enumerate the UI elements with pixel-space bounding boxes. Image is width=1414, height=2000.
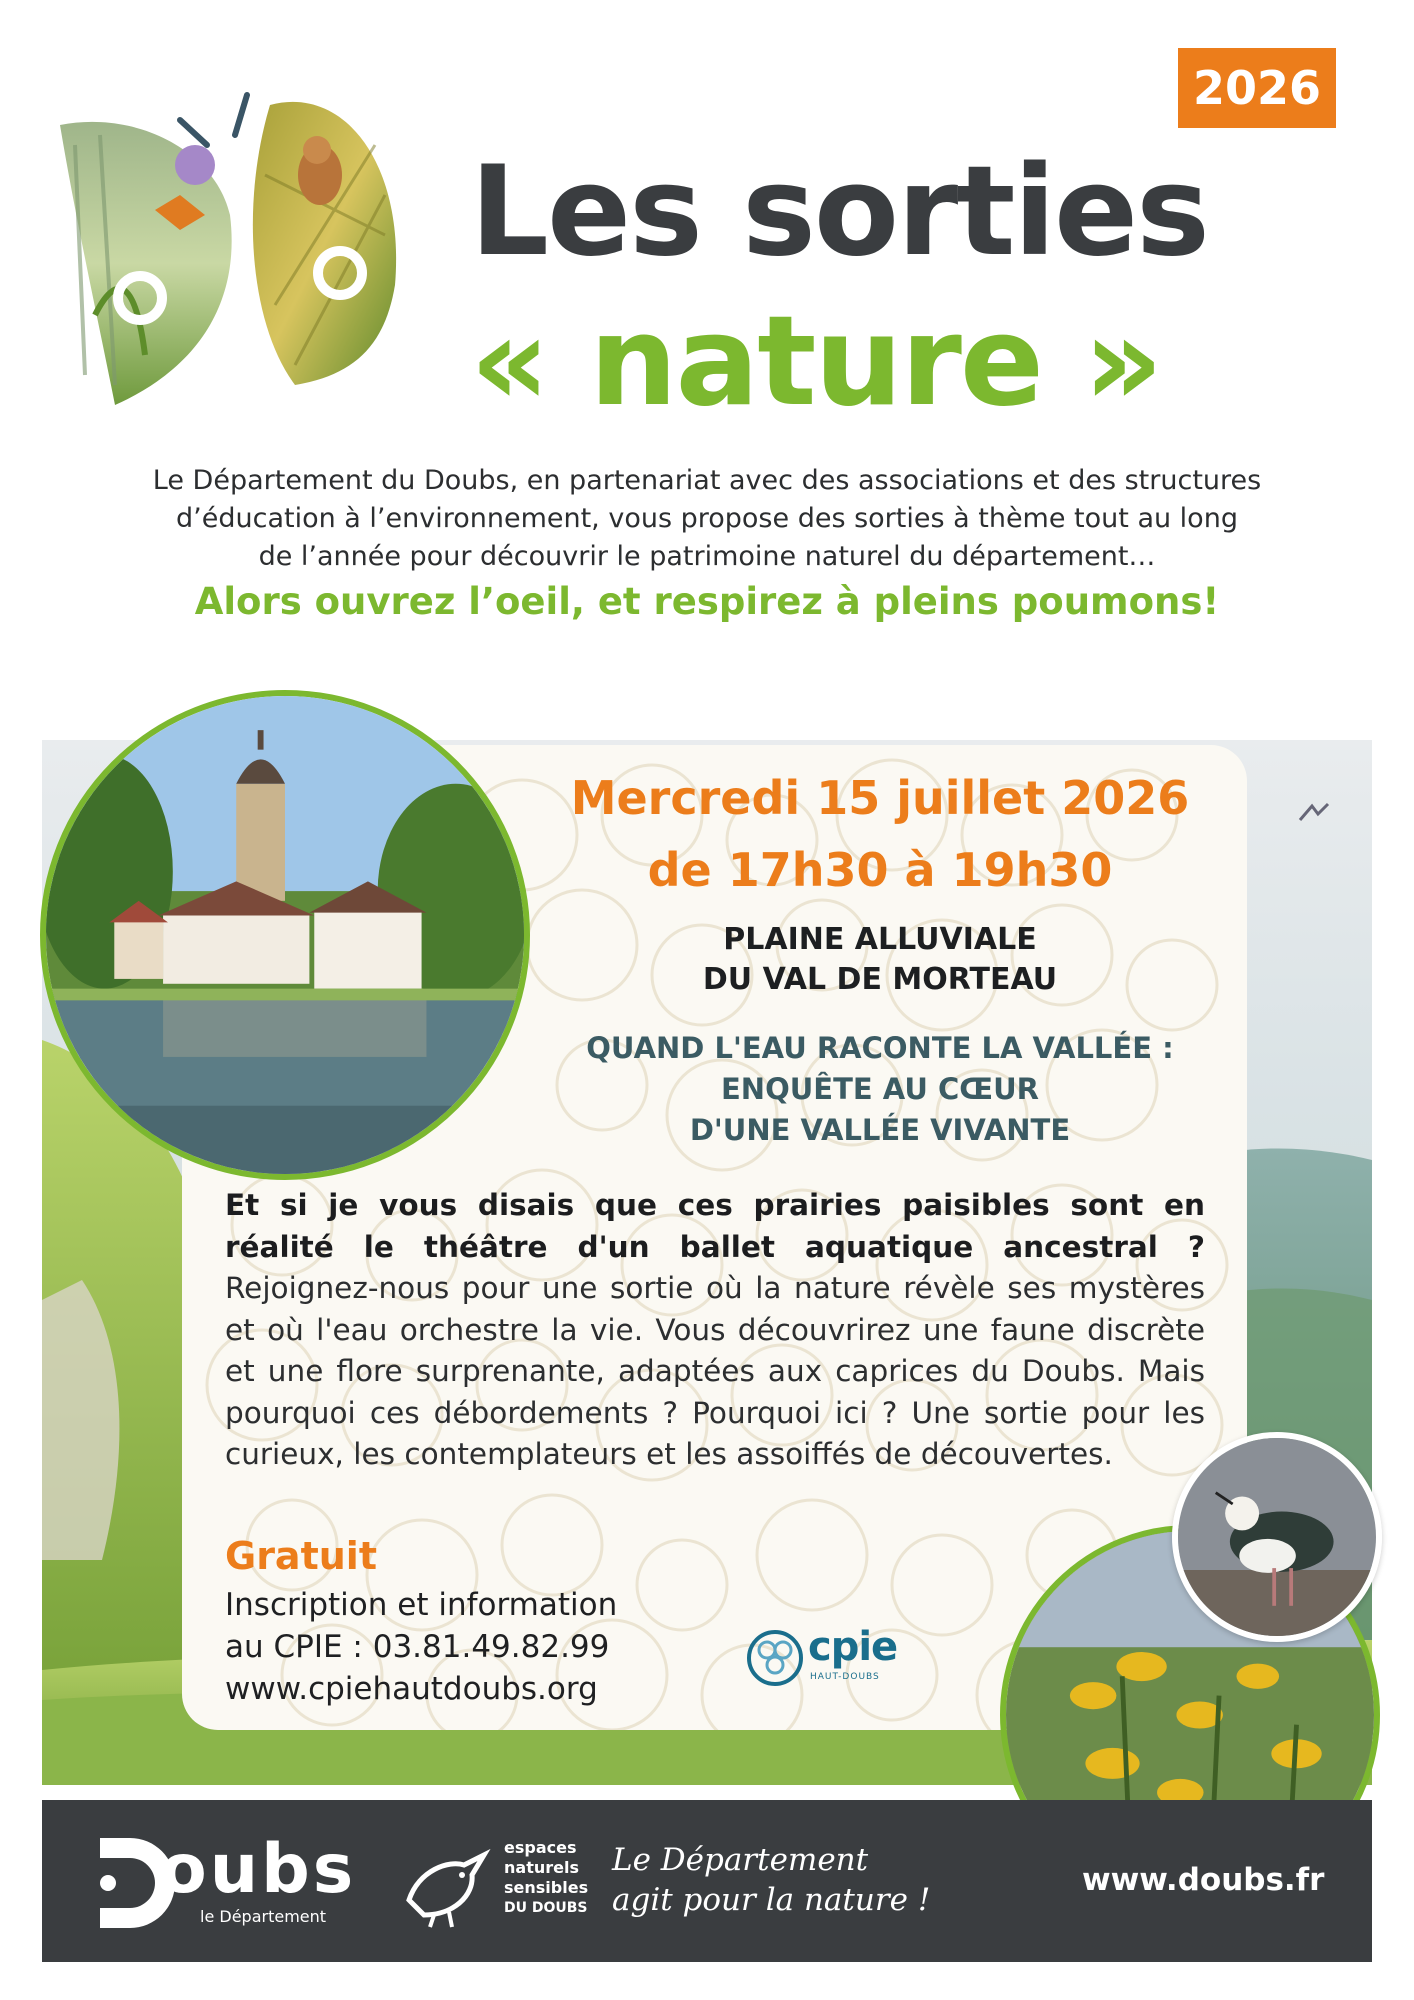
doubs-logo-text: oubs (160, 1830, 357, 1909)
ens-line: espaces (504, 1838, 577, 1857)
intro-line: de l’année pour découvrir le patrimoine naturel du département… (258, 541, 1156, 572)
event-place (520, 920, 1240, 1000)
ens-logo-text (504, 1838, 588, 1918)
price-label: Gratuit (225, 1534, 377, 1578)
intro-line: d’éducation à l’environnement, vous propose des sorties à thème tout au long (176, 503, 1238, 534)
website-link[interactable]: www.doubs.fr (1082, 1862, 1325, 1898)
bird-logo-icon (394, 1830, 494, 1930)
place-line: DU VAL DE MORTEAU (702, 962, 1058, 997)
footer-bar (42, 1800, 1372, 1962)
slogan-line: Le Département (612, 1842, 869, 1878)
doubs-logo-subtitle: le Département (200, 1907, 327, 1926)
intro-text (40, 462, 1374, 576)
village-photo (40, 690, 530, 1180)
contact-line: Inscription et information (225, 1587, 618, 1623)
theme-line: ENQUÊTE AU CŒUR (721, 1072, 1039, 1106)
theme-line: D'UNE VALLÉE VIVANTE (689, 1113, 1071, 1147)
event-time: de 17h30 à 19h30 (647, 843, 1113, 897)
ens-line: sensibles (504, 1878, 589, 1897)
page-title: Les sorties (470, 140, 1208, 284)
theme-line: QUAND L'EAU RACONTE LA VALLÉE : (586, 1031, 1174, 1065)
ens-line: DU DOUBS (504, 1900, 588, 1916)
contact-website-link[interactable]: www.cpiehautdoubs.org (225, 1671, 598, 1707)
slogan-line: agit pour la nature ! (612, 1882, 931, 1918)
cpie-logo-name: cpie (808, 1624, 898, 1670)
intro-line: Le Département du Doubs, en partenariat avec des associations et des structures (152, 465, 1262, 496)
year-badge: 2026 (1178, 48, 1336, 128)
page-title-highlight: « nature » (470, 290, 1162, 434)
contact-info (225, 1584, 617, 1710)
antenna-right (235, 95, 247, 135)
lapwing-bird-photo (1172, 1432, 1382, 1642)
description-body: Rejoignez-nous pour une sortie où la nature révèle ses mystères et où l'eau orchestre la vie. Vous découvrirez une faune discrète et une flore surprenante, adaptées aux caprices du Doubs. Mais pourquoi ces débordements ? Pourquoi ici ? Une sortie pour les curieux, les contemplateurs et les assoiffés de découvertes. (225, 1271, 1205, 1471)
cpie-logo-sub: HAUT-DOUBS (810, 1672, 880, 1682)
event-description (225, 1185, 1205, 1476)
event-day: Mercredi 15 juillet 2026 (570, 771, 1190, 825)
ens-line: naturels (504, 1858, 579, 1877)
description-lead: Et si je vous disais que ces prairies paisibles sont en réalité le théâtre d'un ballet aquatique ancestral ? (225, 1188, 1205, 1264)
event-date (520, 762, 1240, 906)
event-theme (520, 1028, 1240, 1151)
butterfly-logo (55, 55, 435, 415)
slogan: Alors ouvrez l’oeil, et respirez à pleins poumons! (194, 580, 1220, 623)
flower-icon (175, 145, 215, 185)
department-slogan (612, 1840, 930, 1920)
contact-phone: au CPIE : 03.81.49.82.99 (225, 1629, 610, 1665)
antenna-left (180, 120, 207, 145)
place-line: PLAINE ALLUVIALE (723, 922, 1037, 957)
